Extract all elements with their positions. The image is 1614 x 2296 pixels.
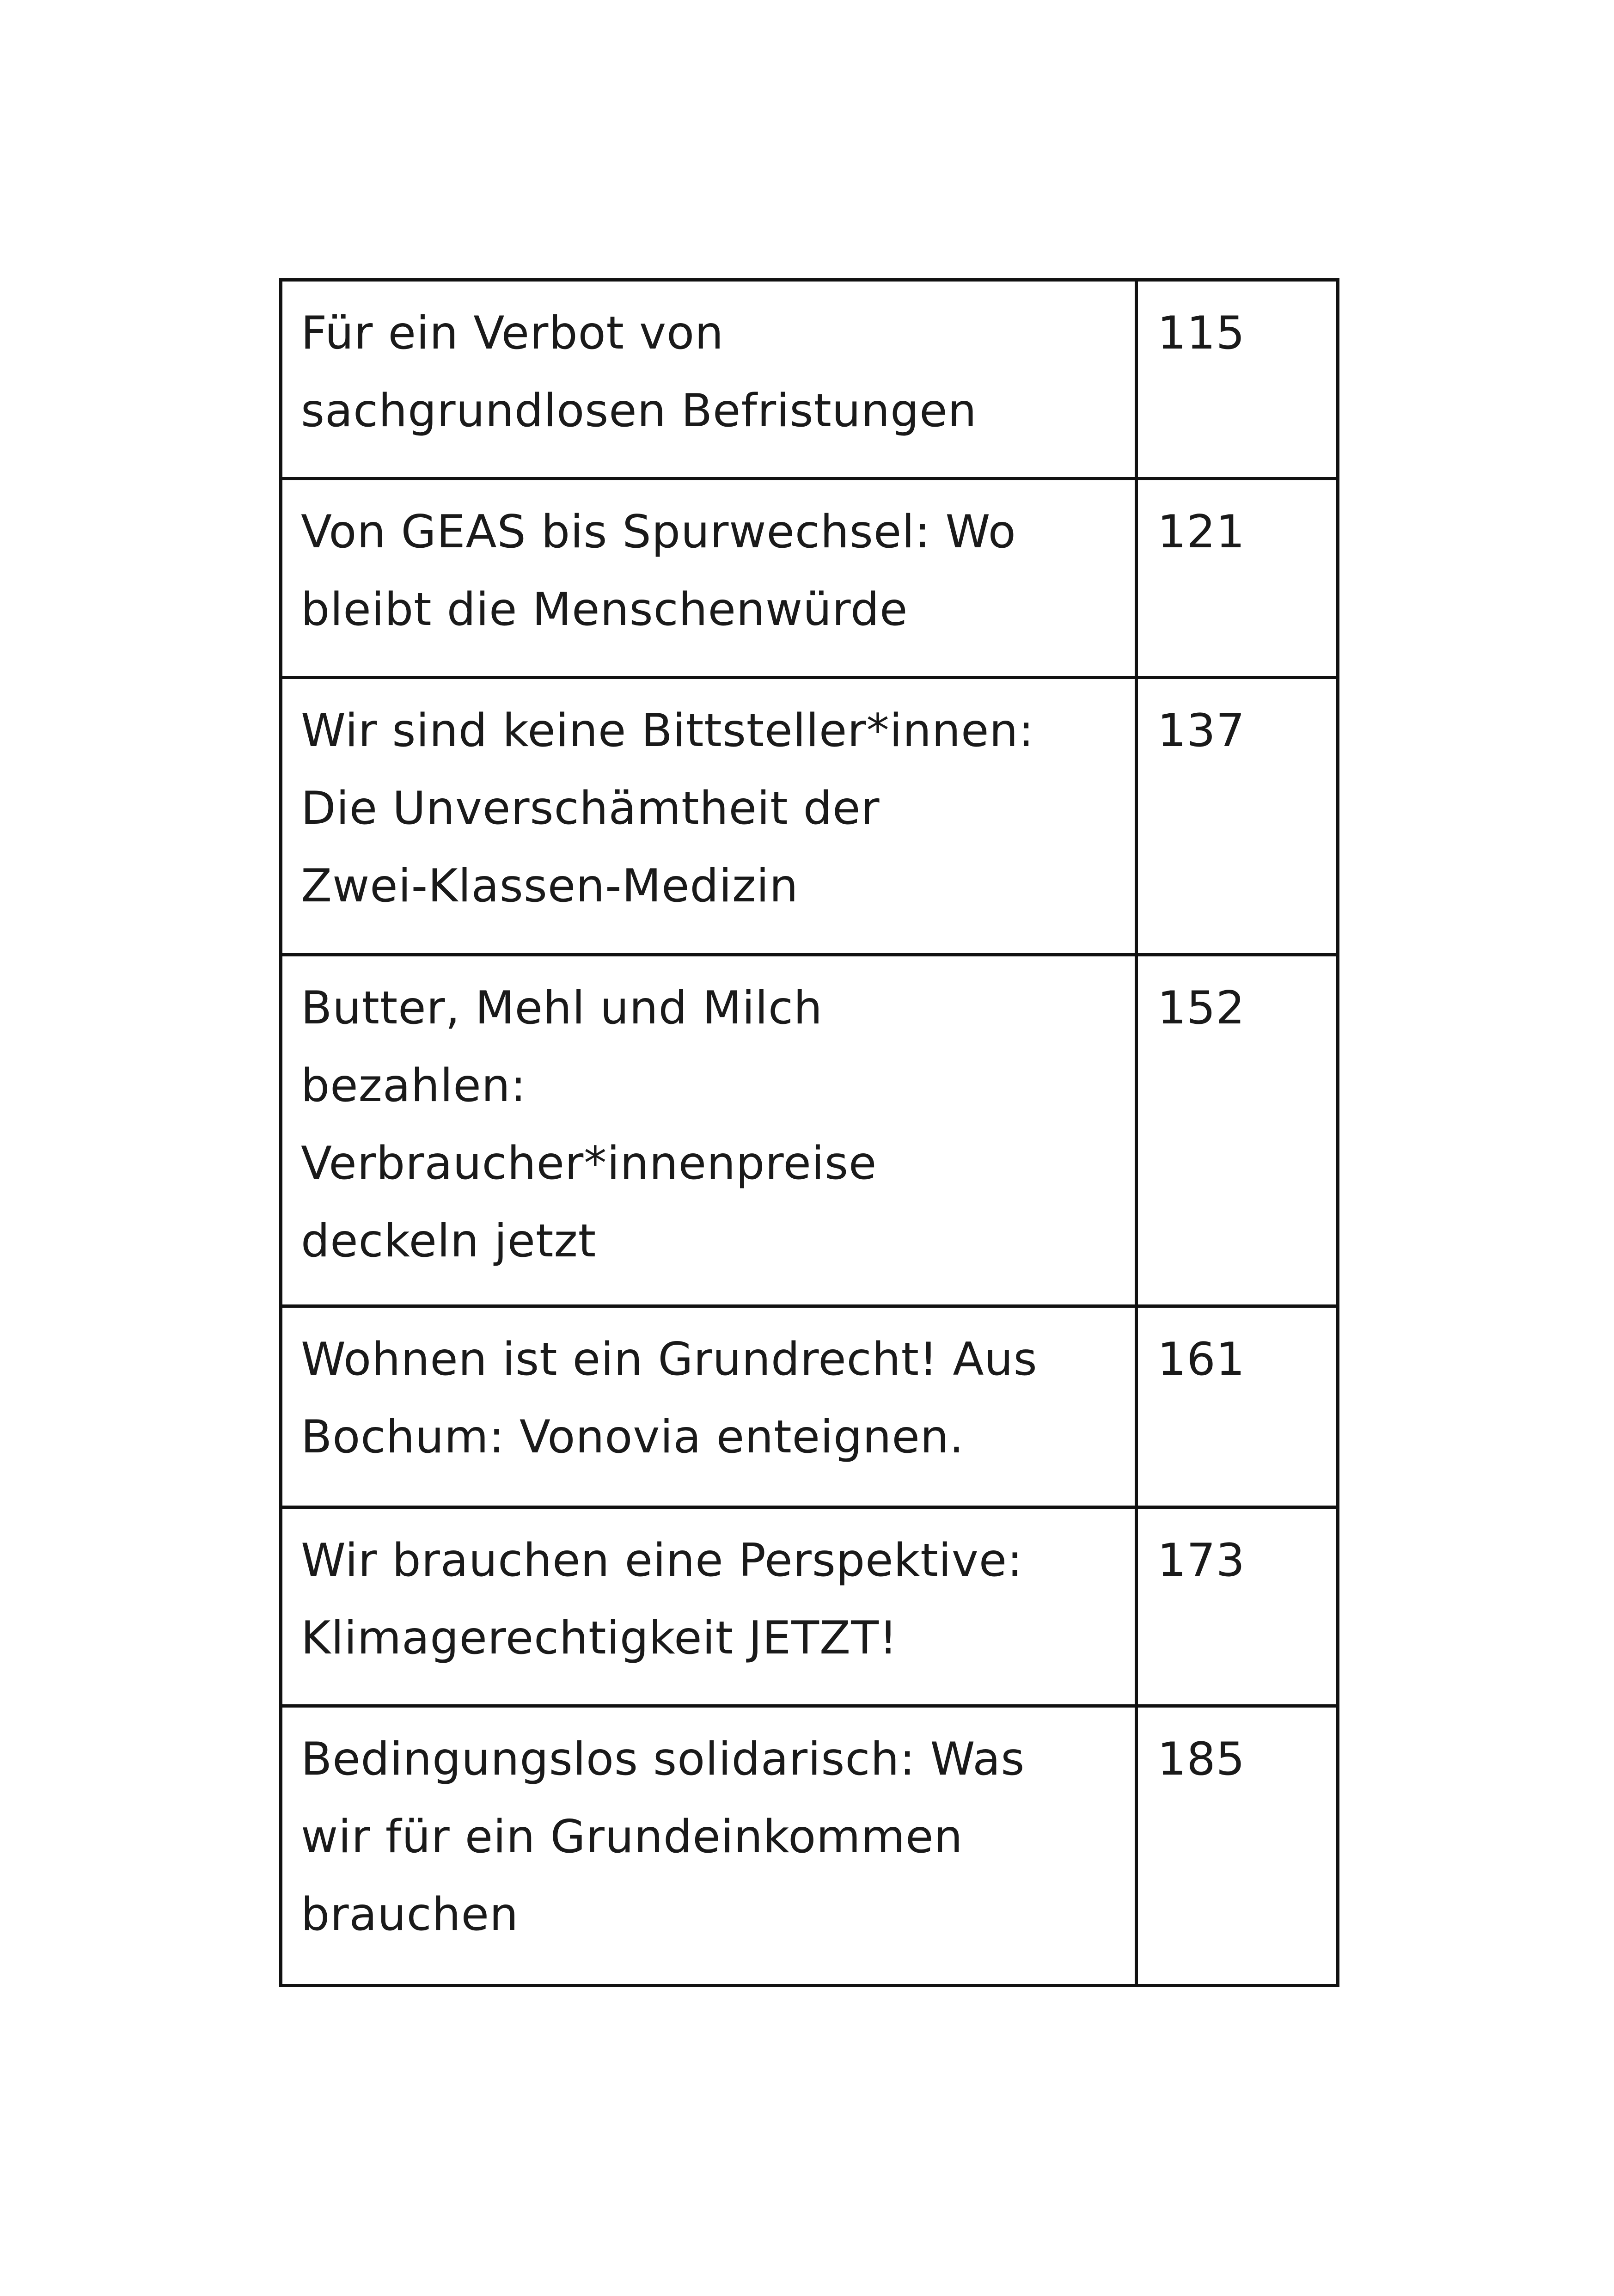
toc-page-number: 161 (1157, 1333, 1246, 1386)
toc-title-text: Wir sind keine Bittsteller*innen: Die Unverschämtheit der Zwei-Klassen-Medizin (301, 704, 1034, 912)
table-row (281, 955, 1338, 1306)
toc-entry-page (1137, 1306, 1338, 1507)
toc-entry-title (281, 280, 1137, 479)
table-row (281, 280, 1338, 479)
toc-entry-page (1137, 955, 1338, 1306)
toc-entry-page (1137, 479, 1338, 678)
toc-page-number: 115 (1157, 307, 1246, 360)
toc-page-number: 121 (1157, 506, 1246, 558)
toc-entry-page (1137, 678, 1338, 955)
table-of-contents (279, 278, 1339, 1987)
toc-entry-title (281, 1507, 1137, 1706)
toc-title-text: Wohnen ist ein Grundrecht! Aus Bochum: Vonovia enteignen. (301, 1333, 1038, 1463)
toc-title-text: Butter, Mehl und Milch bezahlen: Verbraucher*innenpreise deckeln jetzt (301, 982, 877, 1267)
table-row (281, 1306, 1338, 1507)
toc-entry-page (1137, 1706, 1338, 1986)
table-row (281, 479, 1338, 678)
toc-title-text: Bedingungslos solidarisch: Was wir für ein Grundeinkommen brauchen (301, 1733, 1025, 1941)
toc-title-text: Von GEAS bis Spurwechsel: Wo bleibt die Menschenwürde (301, 506, 1016, 636)
toc-page-number: 185 (1157, 1733, 1246, 1786)
toc-entry-title (281, 1706, 1137, 1986)
toc-entry-title (281, 678, 1137, 955)
table-row (281, 1507, 1338, 1706)
toc-page-number: 137 (1157, 704, 1246, 757)
toc-page-number: 152 (1157, 982, 1246, 1035)
toc-title-text: Wir brauchen eine Perspektive: Klimagerechtigkeit JETZT! (301, 1534, 1023, 1665)
toc-entry-page (1137, 1507, 1338, 1706)
toc-entry-page (1137, 280, 1338, 479)
toc-page-number: 173 (1157, 1534, 1246, 1587)
toc-entry-title (281, 955, 1137, 1306)
toc-title-text: Für ein Verbot von sachgrundlosen Befristungen (301, 307, 977, 437)
toc-entry-title (281, 479, 1137, 678)
table-row (281, 678, 1338, 955)
toc-entry-title (281, 1306, 1137, 1507)
table-row (281, 1706, 1338, 1986)
